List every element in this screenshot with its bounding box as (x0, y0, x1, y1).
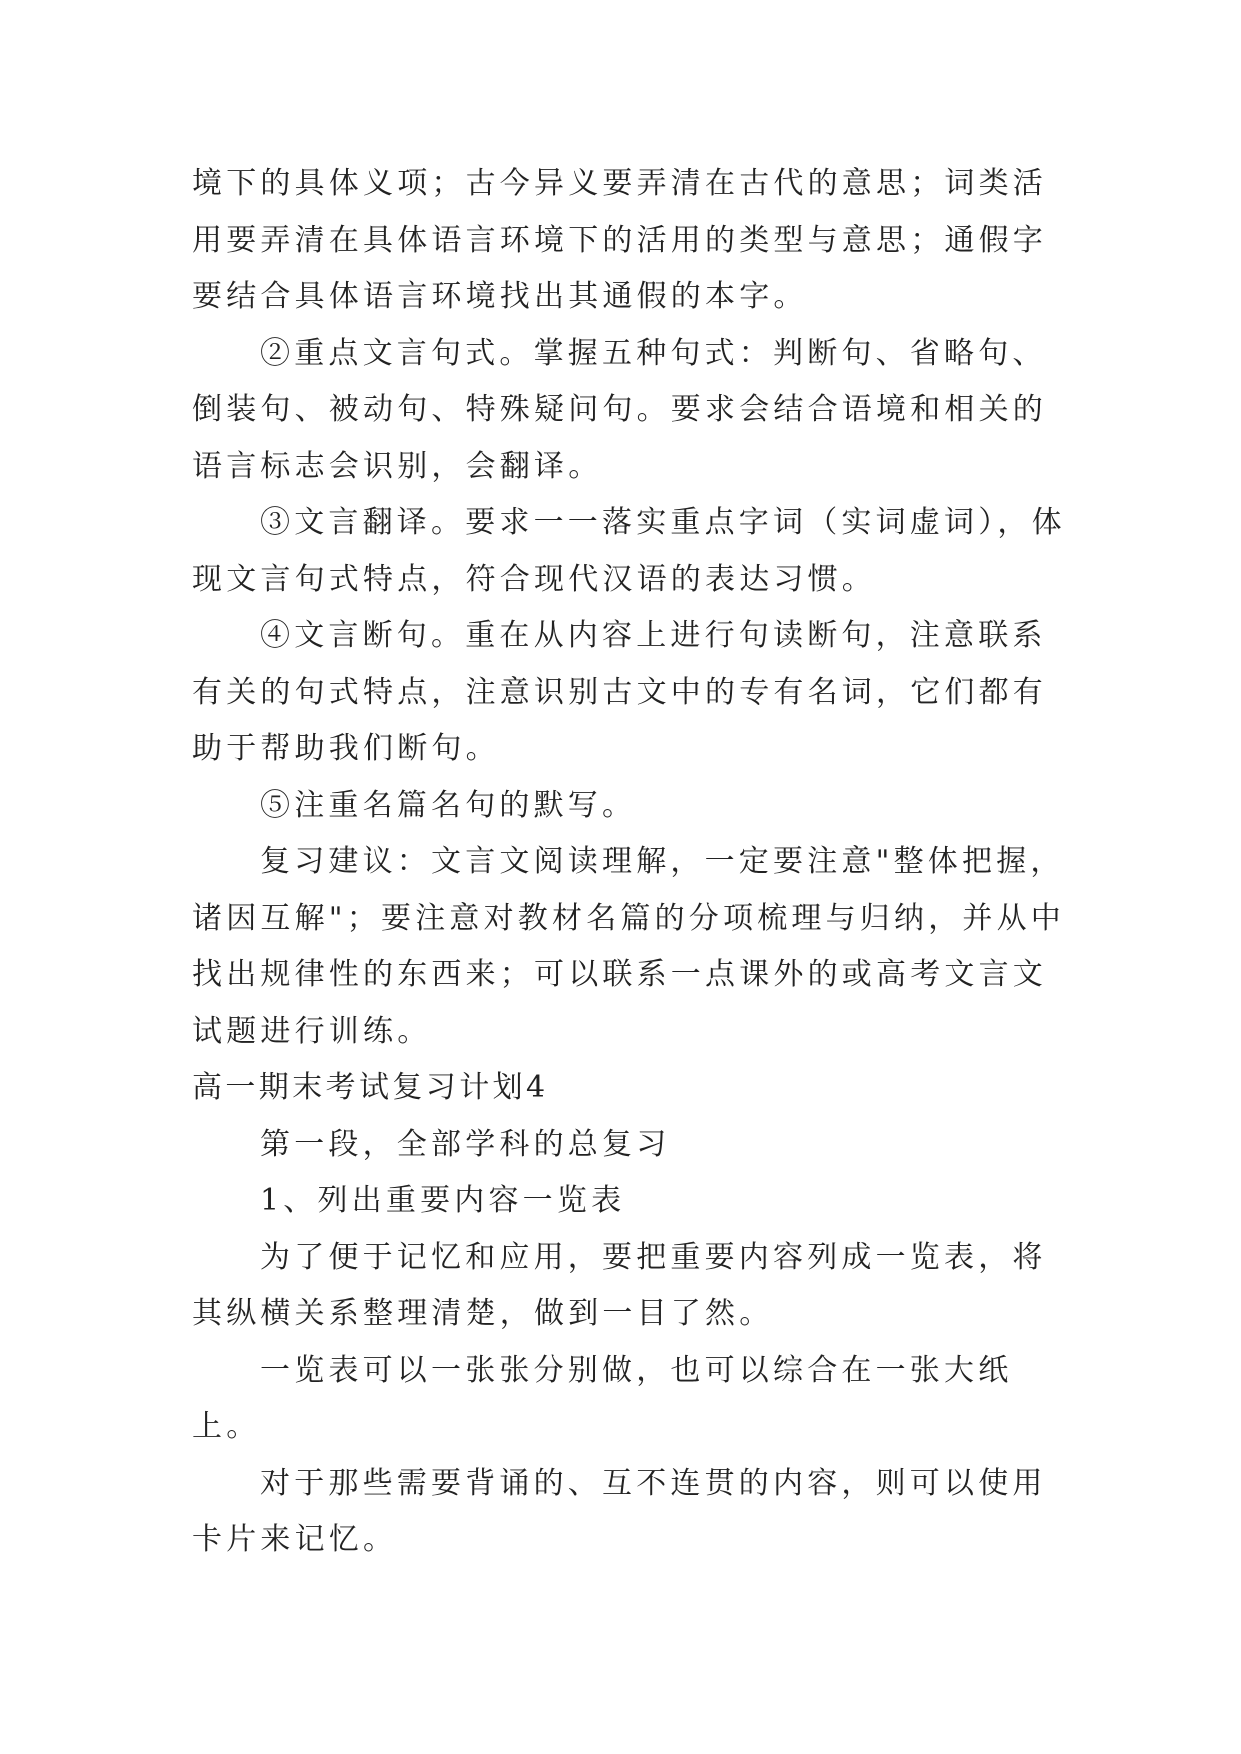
paragraph: 为了便于记忆和应用，要把重要内容列成一览表，将其纵横关系整理清楚，做到一目了然。 (192, 1239, 1047, 1331)
paragraph: 境下的具体义项；古今异义要弄清在古代的意思；词类活用要弄清在具体语言环境下的活用的类型与意思；通假字要结合具体语言环境找出其通假的本字。 (192, 166, 1047, 314)
document-body (192, 156, 1072, 1569)
paragraph: ④文言断句。重在从内容上进行句读断句，注意联系有关的句式特点，注意识别古文中的专有名词，它们都有助于帮助我们断句。 (192, 618, 1047, 766)
paragraph: 复习建议：文言文阅读理解，一定要注意"整体把握，诸因互解"；要注意对教材名篇的分项梳理与归纳，并从中找出规律性的东西来；可以联系一点课外的或高考文言文试题进行训练。 (192, 844, 1065, 1049)
paragraph: 对于那些需要背诵的、互不连贯的内容，则可以使用卡片来记忆。 (192, 1465, 1047, 1557)
paragraph: 第一段，全部学科的总复习 (260, 1126, 671, 1162)
paragraph: ⑤注重名篇名句的默写。 (260, 787, 637, 823)
paragraph: ②重点文言句式。掌握五种句式：判断句、省略句、倒装句、被动句、特殊疑问句。要求会结合语境和相关的语言标志会识别，会翻译。 (192, 335, 1047, 484)
paragraph: 一览表可以一张张分别做，也可以综合在一张大纸上。 (192, 1352, 1013, 1444)
paragraph: 1、列出重要内容一览表 (260, 1183, 626, 1218)
paragraph: ③文言翻译。要求一一落实重点字词（实词虚词），体现文言句式特点，符合现代汉语的表达习惯。 (192, 505, 1066, 597)
section-heading: 高一期末考试复习计划4 (192, 1070, 549, 1105)
